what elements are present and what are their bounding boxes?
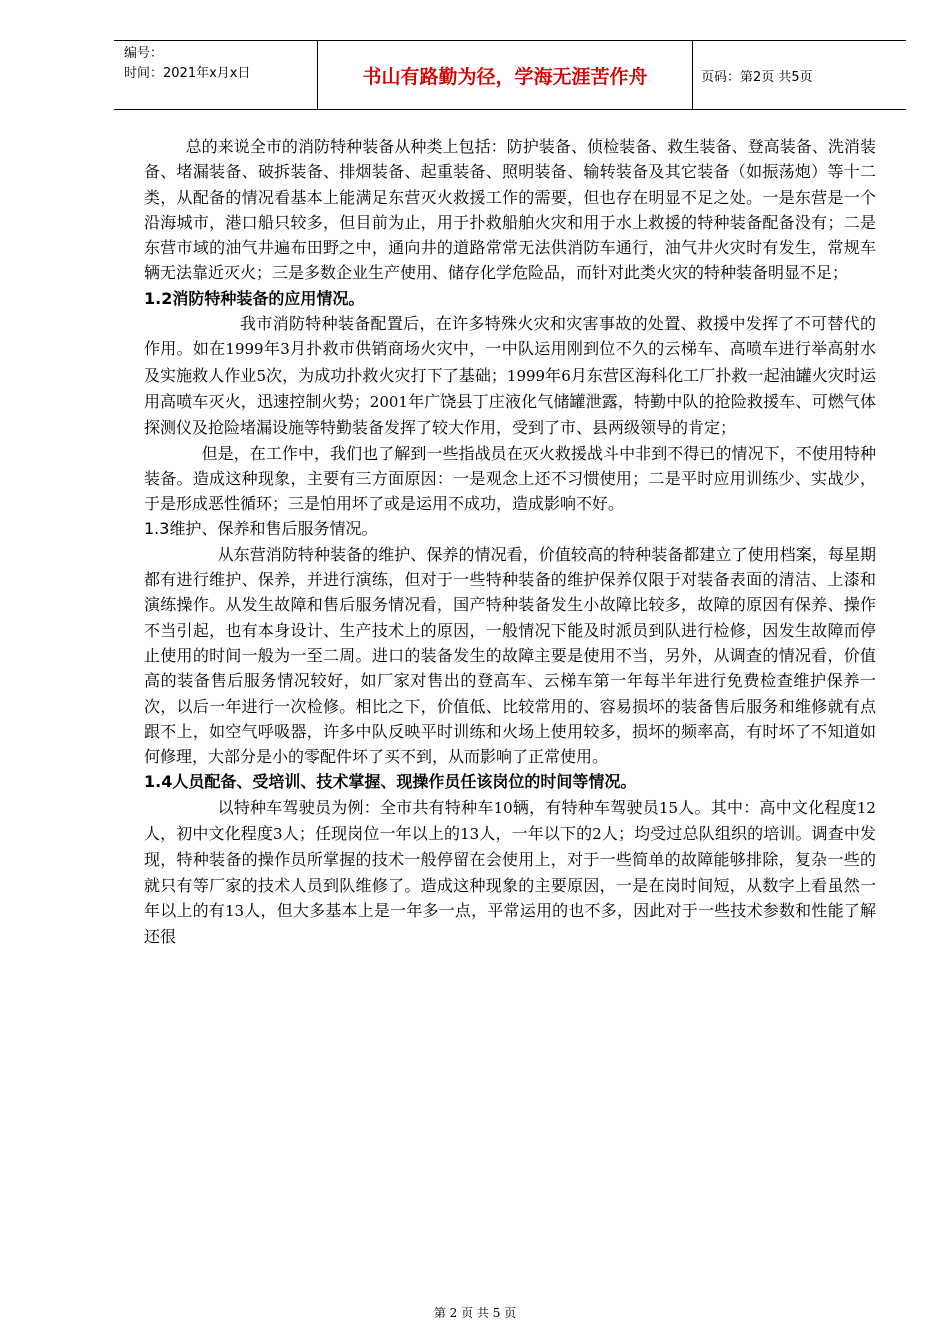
- header-meta: [114, 41, 317, 109]
- header-motto: 书山有路勤为径，学海无涯苦作舟: [317, 41, 693, 109]
- page-header: [114, 40, 906, 110]
- document-body: [144, 134, 876, 950]
- paragraph-maintenance: 从东营消防特种装备的维护、保养的情况看，价值较高的特种装备都建立了使用档案，每星期都有进行维护、保养，并进行演练，但对于一些特种装备的维护保养仅限于对装备表面的清洁、上漆和演练操作。从发生故障和售后服务情况看，国产特种装备发生小故障比较多，故障的原因有保养、操作不当引起，也有本身设计、生产技术上的原因，一般情况下能及时派员到队进行检修，因发生故障而停止使用的时间一般为一至二周。进口的装备发生的故障主要是使用不当，另外，从调查的情况看，价值高的装备售后服务情况较好，如厂家对售出的登高车、云梯车第一年每半年进行免费检查维护保养一次，以后一年进行一次检修。相比之下，价值低、比较常用的、容易损坏的装备售后服务和维修就有点跟不上，如空气呼吸器，许多中队反映平时训练和火场上使用较多，损坏的频率高，有时坏了不知道如何修理，大部分是小的零配件坏了买不到，从而影响了正常使用。: [144, 544, 876, 767]
- section-heading-1-2: 1.2消防特种装备的应用情况。: [144, 288, 365, 308]
- section-heading-1-3: 1.3维护、保养和售后服务情况。: [144, 519, 378, 539]
- paragraph-usage-problems: 但是，在工作中，我们也了解到一些指战员在灭火救援战斗中非到不得已的情况下，不使用特种装备。造成这种现象，主要有三方面原因：一是观念上还不习惯使用；二是平时应用训练少、实战少，于是形成恶性循环；三是怕用坏了或是运用不成功，造成影响不好。: [144, 443, 876, 514]
- paragraph-personnel: 以特种车驾驶员为例：全市共有特种车10辆，有特种车驾驶员15人。其中：高中文化程度12人，初中文化程度3人；任现岗位一年以上的13人，一年以下的2人；均受过总队组织的培训。调查中发现，特种装备的操作员所掌握的技术一般停留在会使用上，对于一些简单的故障能够排除，复杂一些的就只有等厂家的技术人员到队维修了。造成这种现象的主要原因，一是在岗时间短，从数字上看虽然一年以上的有13人，但大多基本上是一年多一点，平常运用的也不多，因此对于一些技术参数和性能了解还很: [144, 797, 876, 947]
- paragraph-application-cases: 我市消防特种装备配置后，在许多特殊火灾和灾害事故的处置、救援中发挥了不可替代的作用。如在1999年3月扑救市供销商场火灾中，一中队运用刚到位不久的云梯车、高喷车进行举高射水及实施救人作业5次，为成功扑救火灾打下了基础；1999年6月东营区海科化工厂扑救一起油罐火灾时运用高喷车灭火，迅速控制火势；2001年广饶县丁庄液化气储罐泄露，特勤中队的抢险救援车、可燃气体探测仪及抢险堵漏设施等特勤装备发挥了较大作用，受到了市、县两级领导的肯定；: [144, 314, 876, 438]
- document-date-label: 时间：2021年x月x日: [124, 66, 251, 81]
- page-footer: 第 2 页 共 5 页: [433, 1306, 517, 1320]
- paragraph-equipment-overview: 总的来说全市的消防特种装备从种类上包括：防护装备、侦检装备、救生装备、登高装备、洗消装备、堵漏装备、破拆装备、排烟装备、起重装备、照明装备、输转装备及其它装备（如振荡炮）等十二类，从配备的情况看基本上能满足东营灭火救援工作的需要，但也存在明显不足之处。一是东营是一个沿海城市，港口船只较多，但目前为止，用于扑救船舶火灾和用于水上救援的特种装备配备没有；二是东营市域的油气井遍布田野之中，通向井的道路常常无法供消防车通行，油气井火灾时有发生，常规车辆无法靠近灭火；三是多数企业生产使用、储存化学危险品，而针对此类火灾的特种装备明显不足；: [144, 137, 876, 283]
- document-number-label: 编号：: [124, 46, 164, 61]
- section-heading-1-4: 1.4人员配备、受培训、技术掌握、现操作员任该岗位的时间等情况。: [144, 772, 637, 792]
- header-page-info: 页码：第2页 共5页: [701, 69, 813, 85]
